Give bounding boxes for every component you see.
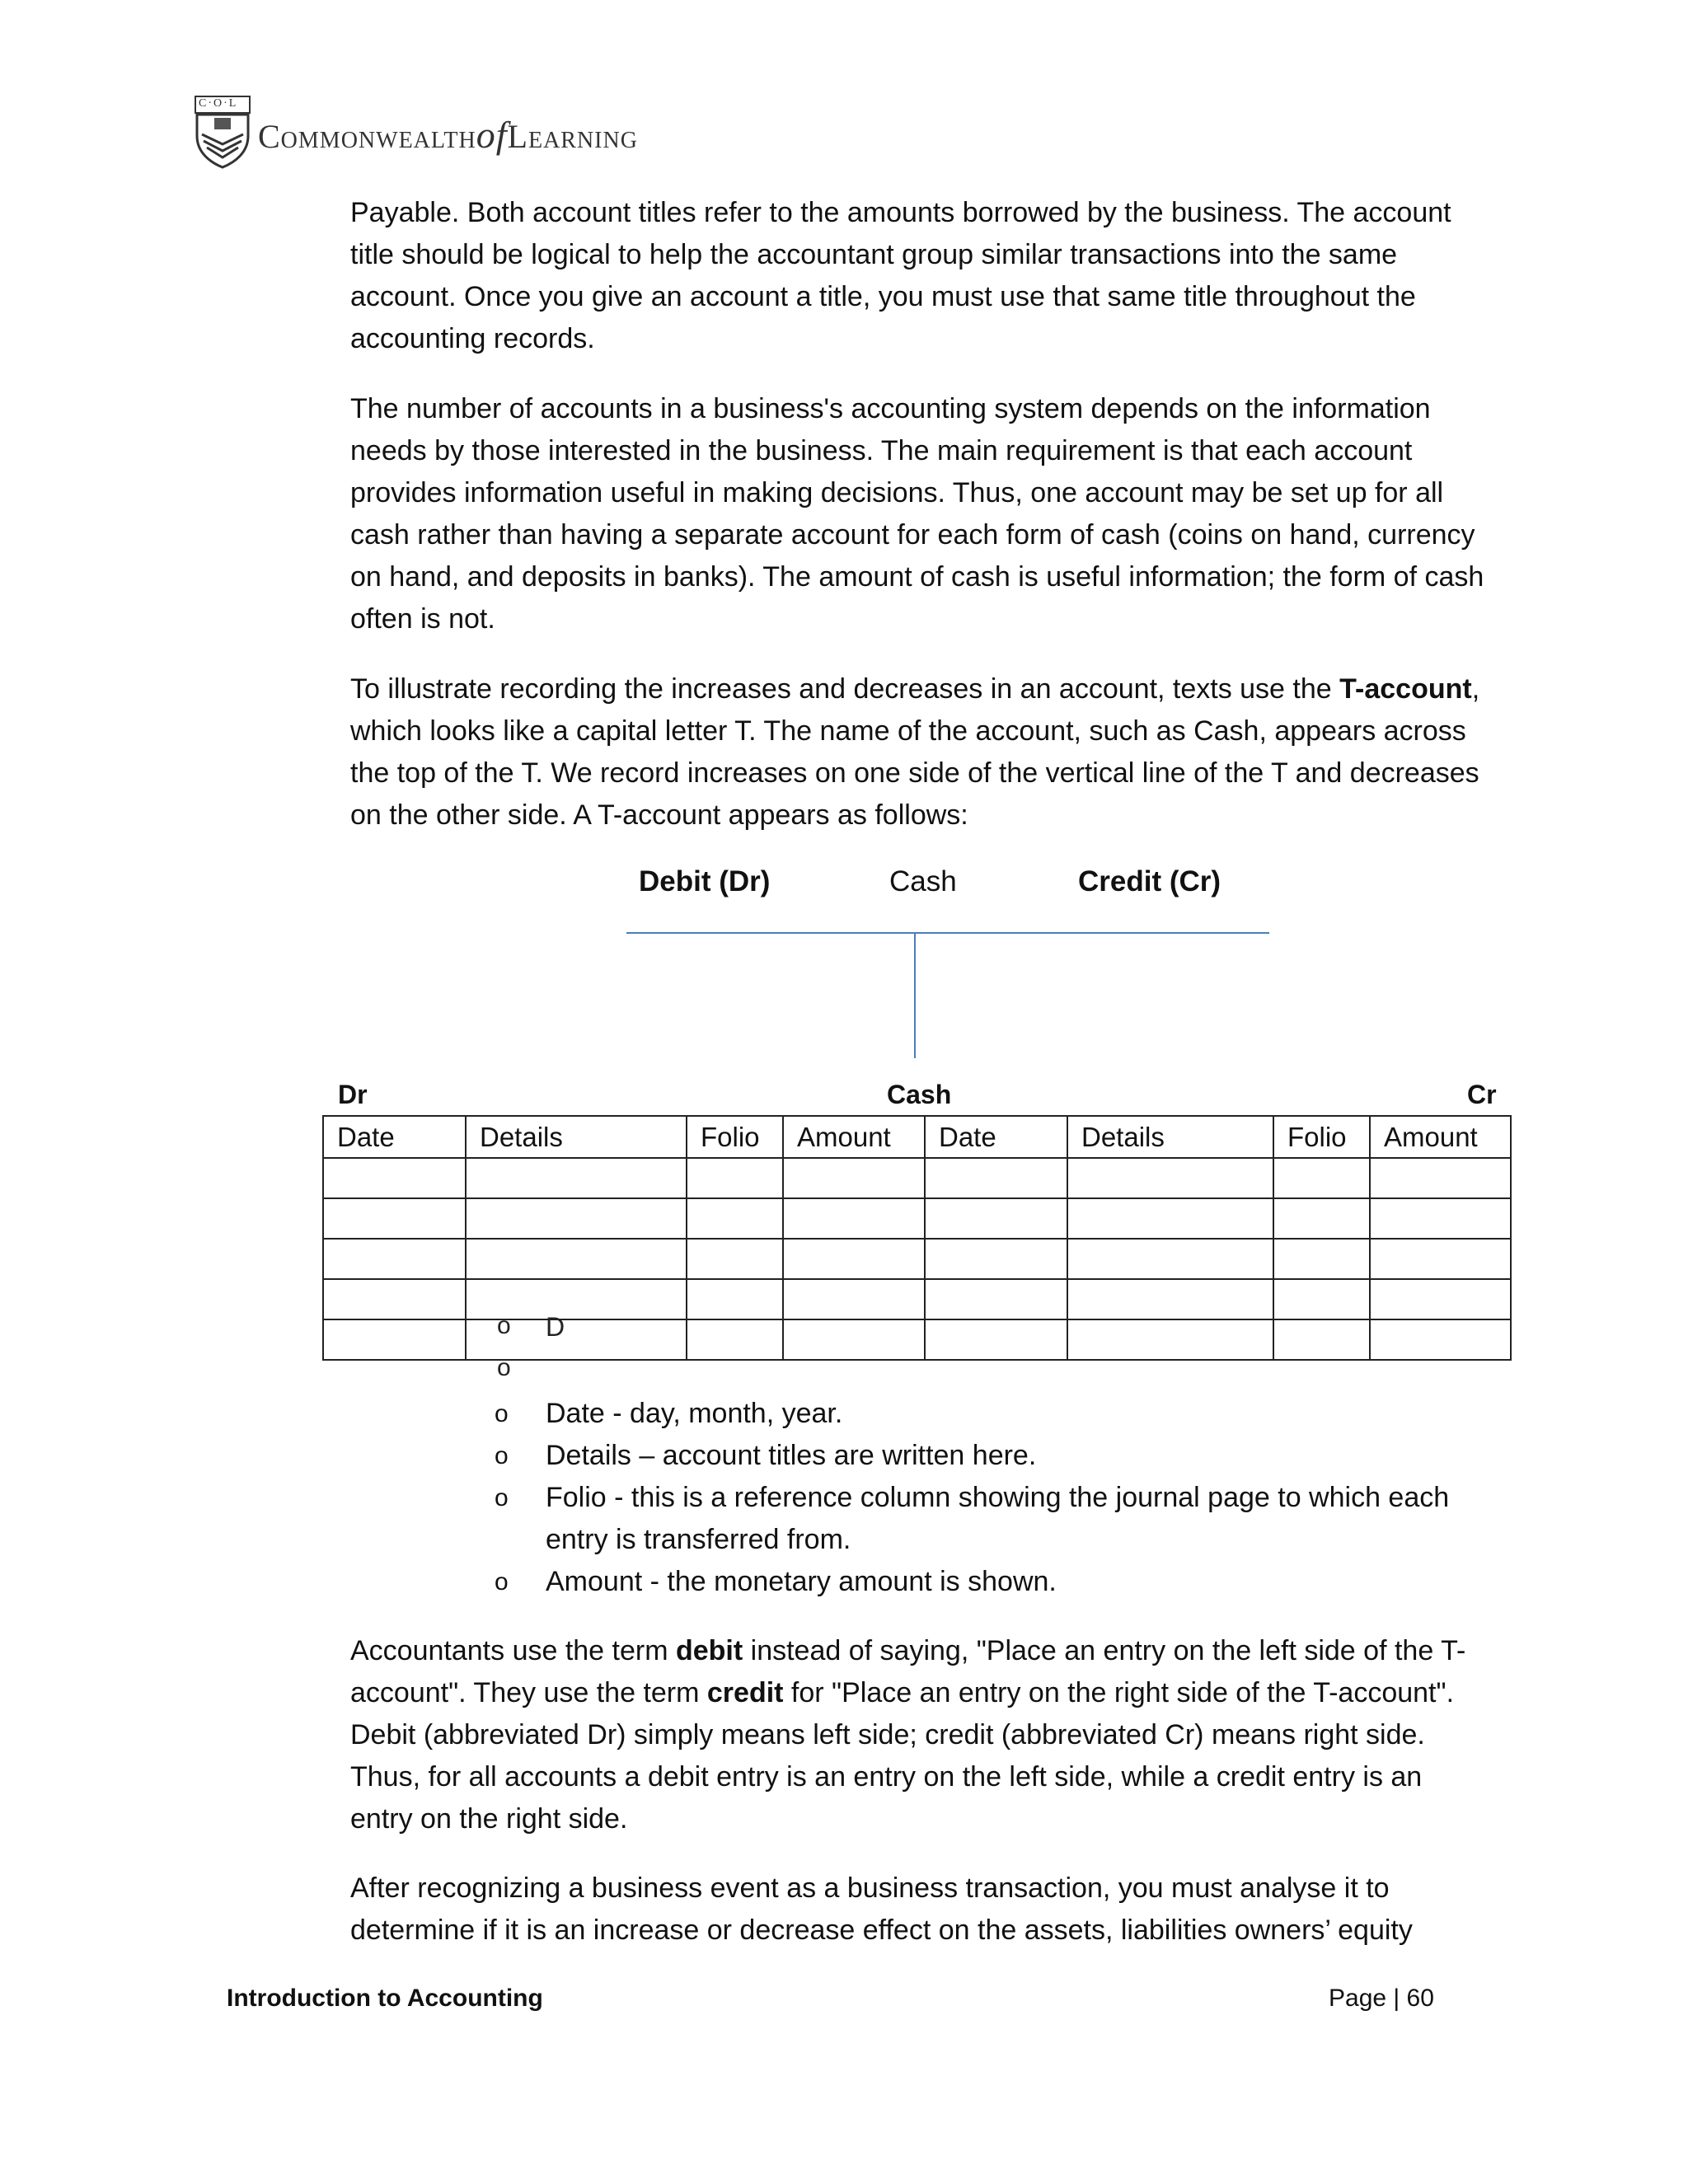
logo-badge-text: C·O·L (199, 97, 238, 110)
list-item-text: Date - day, month, year. (546, 1398, 843, 1429)
ledger-col-details-cr: Details (1067, 1116, 1273, 1158)
ledger-col-amount-dr: Amount (783, 1116, 925, 1158)
t-account-credit-label: Credit (Cr) (1078, 865, 1221, 898)
cell (1370, 1279, 1511, 1319)
cell (1273, 1198, 1370, 1239)
t-account-title: Cash (889, 865, 957, 898)
ledger-col-date-dr: Date (323, 1116, 466, 1158)
ledger-title: Cash (887, 1080, 952, 1109)
cell (1370, 1239, 1511, 1279)
cell (687, 1158, 783, 1198)
cell (687, 1239, 783, 1279)
cell (925, 1158, 1067, 1198)
cell (1273, 1279, 1370, 1319)
footer-page-number: Page | 60 (1329, 1985, 1434, 2012)
bullet-mark: o (495, 1400, 509, 1427)
ledger-col-date-cr: Date (925, 1116, 1067, 1158)
cell (323, 1158, 466, 1198)
cell (687, 1279, 783, 1319)
cell (1067, 1239, 1273, 1279)
paragraph-5 (350, 1868, 1488, 1952)
cell (466, 1158, 687, 1198)
ledger-col-details-dr: Details (466, 1116, 687, 1158)
cell (323, 1279, 466, 1319)
ledger-header-row (323, 1116, 1511, 1158)
ledger-dr-label: Dr (338, 1080, 368, 1109)
cell (925, 1279, 1067, 1319)
bullet-mark: o (495, 1484, 509, 1511)
paragraph-2 (350, 388, 1488, 640)
column-description-list (495, 1393, 1500, 1603)
paragraph-3 (350, 668, 1488, 837)
credit-term: credit (706, 1677, 784, 1708)
logo-word-2: Learning (507, 118, 638, 155)
paragraph-4 (350, 1630, 1488, 1840)
t-account-vertical-line (914, 933, 916, 1058)
logo-word-1: Commonwealth (258, 118, 476, 155)
ledger-row (323, 1198, 1511, 1239)
cell (925, 1319, 1067, 1360)
cell (1370, 1198, 1511, 1239)
paragraph-4-b: instead of saying, "Place an entry on the left side of the T-account". They use the term (350, 1635, 1466, 1708)
col-logo (194, 95, 655, 169)
cell (925, 1198, 1067, 1239)
cell (783, 1239, 925, 1279)
list-item-text: Folio - this is a reference column showing the journal page to which each entry is transferred from. (546, 1482, 1450, 1555)
list-item (495, 1477, 1500, 1561)
bullet-mark: o (495, 1568, 509, 1596)
list-item (495, 1435, 1500, 1477)
list-item-text: Amount - the monetary amount is shown. (546, 1566, 1057, 1597)
bullet-mark: o (495, 1442, 509, 1469)
cell (687, 1319, 783, 1360)
cell (466, 1239, 687, 1279)
t-account-debit-label: Debit (Dr) (639, 865, 771, 898)
cell (783, 1319, 925, 1360)
paragraph-4-text (350, 1630, 1488, 1840)
ledger-cr-label: Cr (1467, 1080, 1497, 1109)
ledger-row (323, 1239, 1511, 1279)
cell (1370, 1319, 1511, 1360)
cell (783, 1279, 925, 1319)
paragraph-3-text (350, 668, 1488, 837)
cell (323, 1239, 466, 1279)
list-item (495, 1393, 1500, 1435)
cell (783, 1198, 925, 1239)
ledger-col-folio-cr: Folio (1273, 1116, 1370, 1158)
ledger-col-folio-dr: Folio (687, 1116, 783, 1158)
cell (925, 1239, 1067, 1279)
list-item-text: Details – account titles are written here. (546, 1440, 1037, 1471)
overlap-bullet-2: o (497, 1354, 511, 1381)
ledger-row (323, 1158, 1511, 1198)
debit-term: debit (675, 1635, 743, 1666)
cell (466, 1198, 687, 1239)
cell (1067, 1279, 1273, 1319)
cell (323, 1319, 466, 1360)
paragraph-2-text: The number of accounts in a business's accounting system depends on the information needs by those interested in the business. The main requirement is that each account provides information useful in making decisions. Thus, one account may be set up for all cash rather than having a separate account for each form of cash (coins on hand, currency on hand, and deposits in banks). The amount of cash is useful information; the form of cash often is not. (350, 393, 1484, 635)
cell (1067, 1158, 1273, 1198)
t-account-horizontal-line (626, 932, 1269, 934)
paragraph-5-text: After recognizing a business event as a business transaction, you must analyse it to determine if it is an increase or decrease effect on the assets, liabilities owners’ equity (350, 1872, 1413, 1946)
footer-title: Introduction to Accounting (227, 1985, 543, 2012)
cell (1273, 1158, 1370, 1198)
cell (1067, 1319, 1273, 1360)
t-account-term: T-account (1339, 673, 1472, 705)
ledger-col-amount-cr: Amount (1370, 1116, 1511, 1158)
overlap-bullet-1: o (497, 1312, 511, 1339)
paragraph-3-a: To illustrate recording the increases and decreases in an account, texts use the (350, 673, 1340, 705)
paragraph-1-text: Payable. Both account titles refer to the amounts borrowed by the business. The account title should be logical to help the accountant group similar transactions into the same account. Once you give an account a title, you must use that same title throughout the accounting records. (350, 197, 1451, 354)
overlap-letter: D (546, 1312, 565, 1342)
cell (1273, 1239, 1370, 1279)
paragraph-1 (350, 192, 1488, 360)
cell (1370, 1158, 1511, 1198)
cell (1067, 1198, 1273, 1239)
cell (323, 1198, 466, 1239)
paragraph-4-c: for "Place an entry on the right side of the T-account". Debit (abbreviated Dr) simply means left side; credit (abbreviated Cr) means right side. Thus, for all accounts a debit entry is an entry on the left side, while a credit entry is an entry on the right side. (350, 1677, 1455, 1835)
logo-wordmark (258, 113, 638, 157)
paragraph-3-b: , which looks like a capital letter T. The name of the account, such as Cash, appears across the top of the T. We record increases on one side of the vertical line of the T and decreases on the other side. A T-account appears as follows: (350, 673, 1480, 831)
paragraph-4-a: Accountants use the term (350, 1635, 676, 1666)
list-item (495, 1561, 1500, 1603)
cell (687, 1198, 783, 1239)
cell (783, 1158, 925, 1198)
logo-word-of: of (476, 114, 508, 156)
cell (1273, 1319, 1370, 1360)
